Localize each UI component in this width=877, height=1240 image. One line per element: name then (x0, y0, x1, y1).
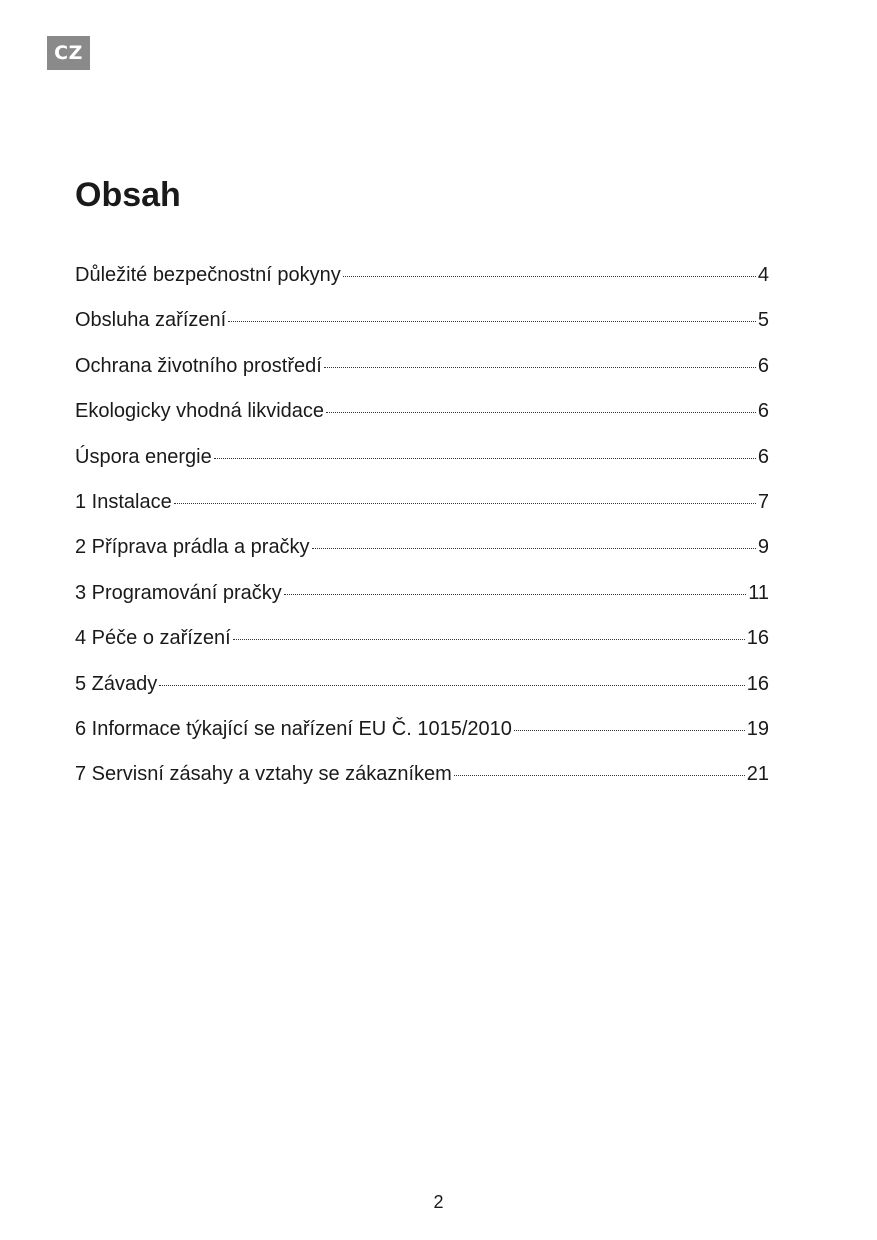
toc-entry[interactable] (75, 619, 769, 664)
toc-dot-leader (326, 412, 756, 413)
toc-entry-label: 1 Instalace (75, 490, 172, 513)
toc-dot-leader (324, 367, 756, 368)
toc-entry-label: 2 Příprava prádla a pračky (75, 536, 310, 559)
toc-entry-label: Důležité bezpečnostní pokyny (75, 264, 341, 286)
toc-entry-page: 7 (757, 490, 769, 513)
toc-entry[interactable] (75, 665, 769, 710)
toc-entry-page: 6 (757, 400, 769, 423)
toc-dot-leader (343, 276, 756, 277)
toc-entry-label: 5 Závady (75, 672, 158, 695)
toc-dot-leader (454, 775, 745, 776)
toc-entry[interactable] (75, 755, 769, 800)
toc-entry-page: 6 (757, 354, 769, 377)
toc-entry-page: 16 (746, 672, 769, 695)
toc-entry-page: 21 (746, 763, 769, 786)
toc-entry-label: 7 Servisní zásahy a vztahy se zákazníkem (75, 763, 452, 786)
toc-entry[interactable] (75, 528, 769, 573)
toc-entry-page: 11 (748, 581, 769, 604)
toc-dot-leader (174, 503, 756, 504)
toc-dot-leader (159, 685, 744, 686)
toc-entry-page: 6 (757, 445, 769, 468)
toc-dot-leader (233, 639, 745, 640)
page-number: 2 (433, 1192, 444, 1212)
toc-entry[interactable] (75, 483, 769, 528)
toc-entry-label: Obsluha zařízení (75, 309, 227, 332)
toc-entry[interactable] (75, 347, 769, 392)
toc-entry[interactable] (75, 392, 769, 437)
toc-entry-page: 4 (757, 264, 769, 286)
toc-dot-leader (514, 730, 745, 731)
toc-entry-page: 5 (757, 309, 769, 332)
toc-entry[interactable] (75, 256, 769, 301)
toc-entry-label: 6 Informace týkající se nařízení EU Č. 1015/2010 (75, 717, 512, 740)
language-badge: CZ (47, 36, 90, 70)
toc-entry-label: Ekologicky vhodná likvidace (75, 400, 325, 423)
toc-entry-page: 19 (746, 717, 769, 740)
toc-entry-label: Úspora energie (75, 445, 212, 468)
toc-entry-label: 3 Programování pračky (75, 581, 282, 604)
toc-entry[interactable] (75, 301, 769, 346)
toc-dot-leader (284, 594, 746, 595)
table-of-contents (75, 256, 769, 801)
toc-entry[interactable] (75, 574, 769, 619)
toc-entry-page: 9 (757, 536, 769, 559)
toc-entry-page: 16 (746, 627, 769, 650)
toc-entry[interactable] (75, 710, 769, 755)
toc-dot-leader (312, 548, 756, 549)
toc-dot-leader (228, 321, 756, 322)
toc-dot-leader (214, 458, 756, 459)
toc-entry-label: 4 Péče o zařízení (75, 627, 231, 650)
toc-entry-label: Ochrana životního prostředí (75, 354, 322, 377)
toc-entry[interactable] (75, 438, 769, 483)
page-title: Obsah (75, 176, 181, 214)
